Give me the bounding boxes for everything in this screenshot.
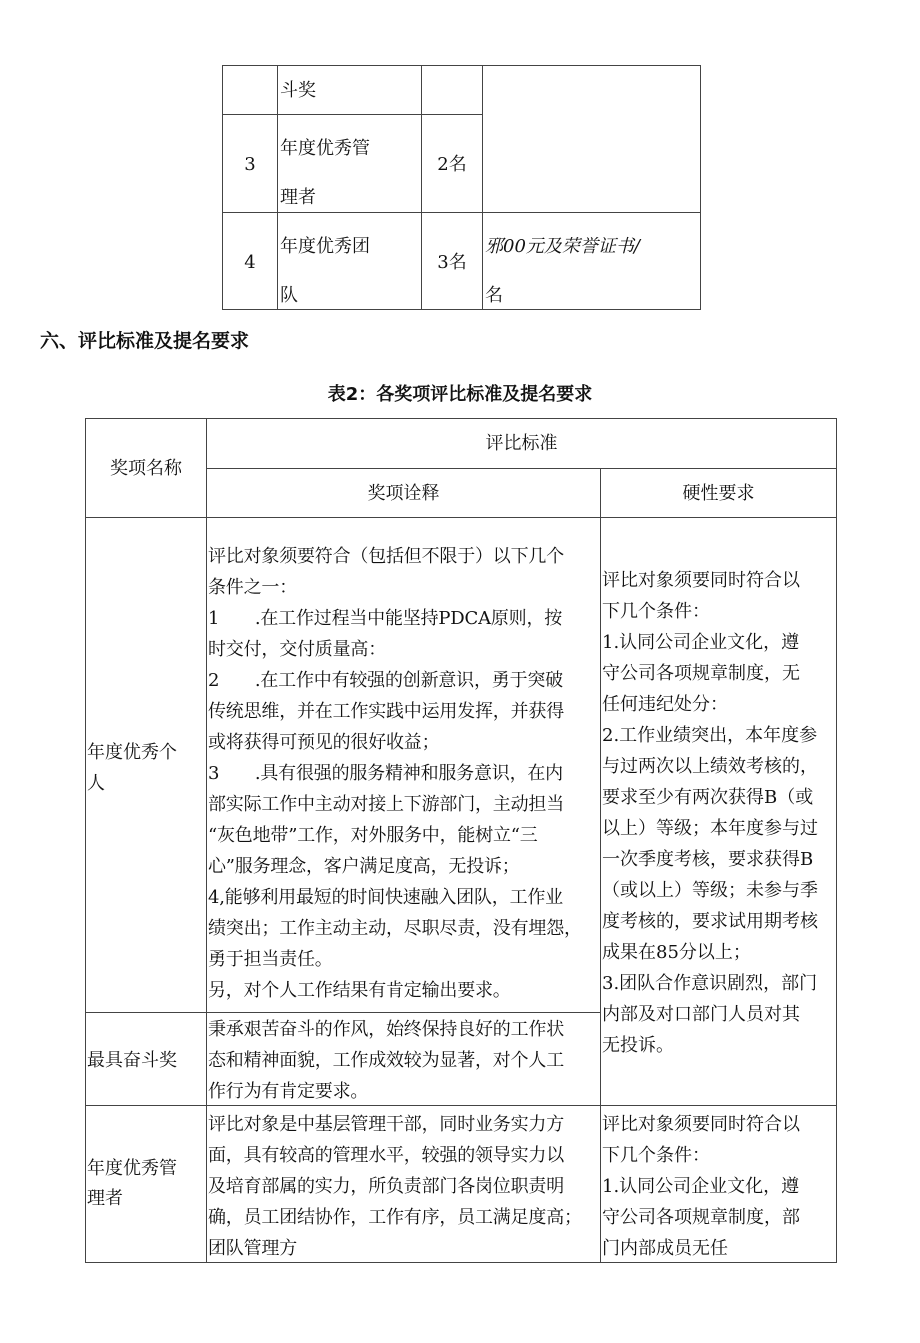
explanation-line: 秉承艰苦奋斗的作风，始终保持良好的工作状 xyxy=(208,1019,564,1040)
explanation-line: 2 .在工作中有较强的创新意识，勇于突破 xyxy=(208,670,563,691)
requirement-line: 成果在85分以上； xyxy=(602,942,751,963)
explanation-line: 1 .在工作过程当中能坚持PDCA原则，按 xyxy=(208,608,563,629)
table-cell xyxy=(222,65,278,115)
requirement-line: 无投诉。 xyxy=(602,1035,674,1056)
section-heading: 六、评比标准及提名要求 xyxy=(40,330,250,352)
explanation-line: 团队管理方 xyxy=(208,1238,297,1259)
table-caption: 表2：各奖项评比标准及提名要求 xyxy=(327,384,593,405)
table-cell xyxy=(277,212,422,310)
requirement-line: 1.认同公司企业文化，遵 xyxy=(602,1176,800,1197)
header-criteria: 评比标准 xyxy=(485,433,558,454)
award-name-line: 队 xyxy=(280,285,298,306)
explanation-line: 4,能够利用最短的时间快速融入团队，工作业 xyxy=(208,887,563,908)
requirement-line: 下几个条件： xyxy=(602,1145,710,1166)
requirement-line: 1.认同公司企业文化，遵 xyxy=(602,632,800,653)
explanation-line: 及培育部属的实力，所负责部门各岗位职责明 xyxy=(208,1176,564,1197)
explanation-line: 绩突出；工作主动主动，尽职尽责，没有埋怨， xyxy=(208,918,582,939)
header-hard-requirement: 硬性要求 xyxy=(682,483,755,504)
requirement-line: 守公司各项规章制度，无 xyxy=(602,663,800,684)
award-name-line: 理者 xyxy=(280,187,316,208)
requirement-line: 度考核的，要求试用期考核 xyxy=(602,911,818,932)
explanation-line: 条件之一： xyxy=(208,577,297,598)
reward-line: 名 xyxy=(485,285,503,306)
requirement-line: 内部及对口部门人员对其 xyxy=(602,1004,800,1025)
table-cell xyxy=(600,517,837,1106)
explanation-line: 勇于担当责任。 xyxy=(208,949,333,970)
requirement-line: 下几个条件： xyxy=(602,601,710,622)
explanation-line: 传统思维，并在工作实践中运用发挥，并获得 xyxy=(208,701,564,722)
requirement-line: 一次季度考核，要求获得B xyxy=(602,849,814,870)
requirement-line: 与过两次以上绩效考核的， xyxy=(602,756,818,777)
requirement-line: （或以上）等级；未参与季 xyxy=(602,880,818,901)
explanation-line: 心”服务理念，客户满足度高，无投诉； xyxy=(208,856,520,877)
award-count: 2名 xyxy=(437,154,467,175)
header-cell xyxy=(206,418,837,469)
header-cell xyxy=(600,468,837,518)
table-cell xyxy=(482,212,701,310)
requirement-line: 门内部成员无任 xyxy=(602,1238,728,1259)
explanation-line: 部实际工作中主动对接上下游部门，主动担当 xyxy=(208,794,564,815)
explanation-line: 作行为有肯定要求。 xyxy=(208,1081,369,1102)
award-number: 3 xyxy=(244,154,256,175)
explanation-line: 时交付，交付质量高： xyxy=(208,639,386,660)
table-cell xyxy=(482,65,701,213)
table-cell xyxy=(421,114,483,213)
requirement-line: 要求至少有两次获得B（或 xyxy=(602,787,814,808)
table-cell xyxy=(85,517,207,1013)
explanation-line: 面，具有较高的管理水平，较强的领导实力以 xyxy=(208,1145,564,1166)
requirement-line: 守公司各项规章制度，部 xyxy=(602,1207,800,1228)
award-name-line: 年度优秀管 xyxy=(280,138,370,159)
table-cell xyxy=(277,114,422,213)
award-name-line: 年度优秀管 xyxy=(87,1158,177,1179)
explanation-line: 或将获得可预见的很好收益； xyxy=(208,732,440,753)
award-name-line: 年度优秀团 xyxy=(280,236,370,257)
table-cell xyxy=(206,1105,601,1263)
header-award-name: 奖项名称 xyxy=(110,458,182,479)
explanation-line: 态和精神面貌，工作成效较为显著，对个人工 xyxy=(208,1050,564,1071)
header-explanation: 奖项诠释 xyxy=(367,483,440,504)
explanation-line: 另，对个人工作结果有肯定输出要求。 xyxy=(208,980,511,1001)
header-cell xyxy=(206,468,601,518)
table-cell xyxy=(421,65,483,115)
explanation-line: 评比对象须要符合（包括但不限于）以下几个 xyxy=(208,546,564,567)
explanation-line: 3 .具有很强的服务精神和服务意识，在内 xyxy=(208,763,563,784)
table-cell xyxy=(85,1012,207,1106)
table-cell xyxy=(206,1012,601,1106)
explanation-line: 评比对象是中基层管理干部，同时业务实力方 xyxy=(208,1114,564,1135)
table-cell xyxy=(85,1105,207,1263)
reward-line: 邪00元及荣誉证书/ xyxy=(485,236,640,257)
table-cell xyxy=(421,212,483,310)
requirement-line: 任何违纪处分： xyxy=(602,694,728,715)
award-name-line: 年度优秀个 xyxy=(87,742,177,763)
table-cell xyxy=(277,65,422,115)
requirement-line: 2.工作业绩突出，本年度参 xyxy=(602,725,818,746)
explanation-line: “灰色地带”工作，对外服务中，能树立“三 xyxy=(208,825,538,846)
table-cell xyxy=(222,114,278,213)
table-cell xyxy=(206,517,601,1013)
award-count: 3名 xyxy=(437,252,467,273)
award-name-line: 最具奋斗奖 xyxy=(87,1050,177,1071)
explanation-line: 确，员工团结协作，工作有序，员工满足度高； xyxy=(208,1207,582,1228)
header-cell xyxy=(85,418,207,518)
award-number: 4 xyxy=(244,252,256,273)
table-cell xyxy=(600,1105,837,1263)
award-name-line: 理者 xyxy=(87,1188,123,1209)
award-name-line: 人 xyxy=(87,773,105,794)
table-cell xyxy=(222,212,278,310)
award-name-line: 斗奖 xyxy=(280,80,316,101)
requirement-line: 3.团队合作意识剧烈，部门 xyxy=(602,973,818,994)
requirement-line: 评比对象须要同时符合以 xyxy=(602,570,800,591)
requirement-line: 以上）等级；本年度参与过 xyxy=(602,818,818,839)
requirement-line: 评比对象须要同时符合以 xyxy=(602,1114,800,1135)
